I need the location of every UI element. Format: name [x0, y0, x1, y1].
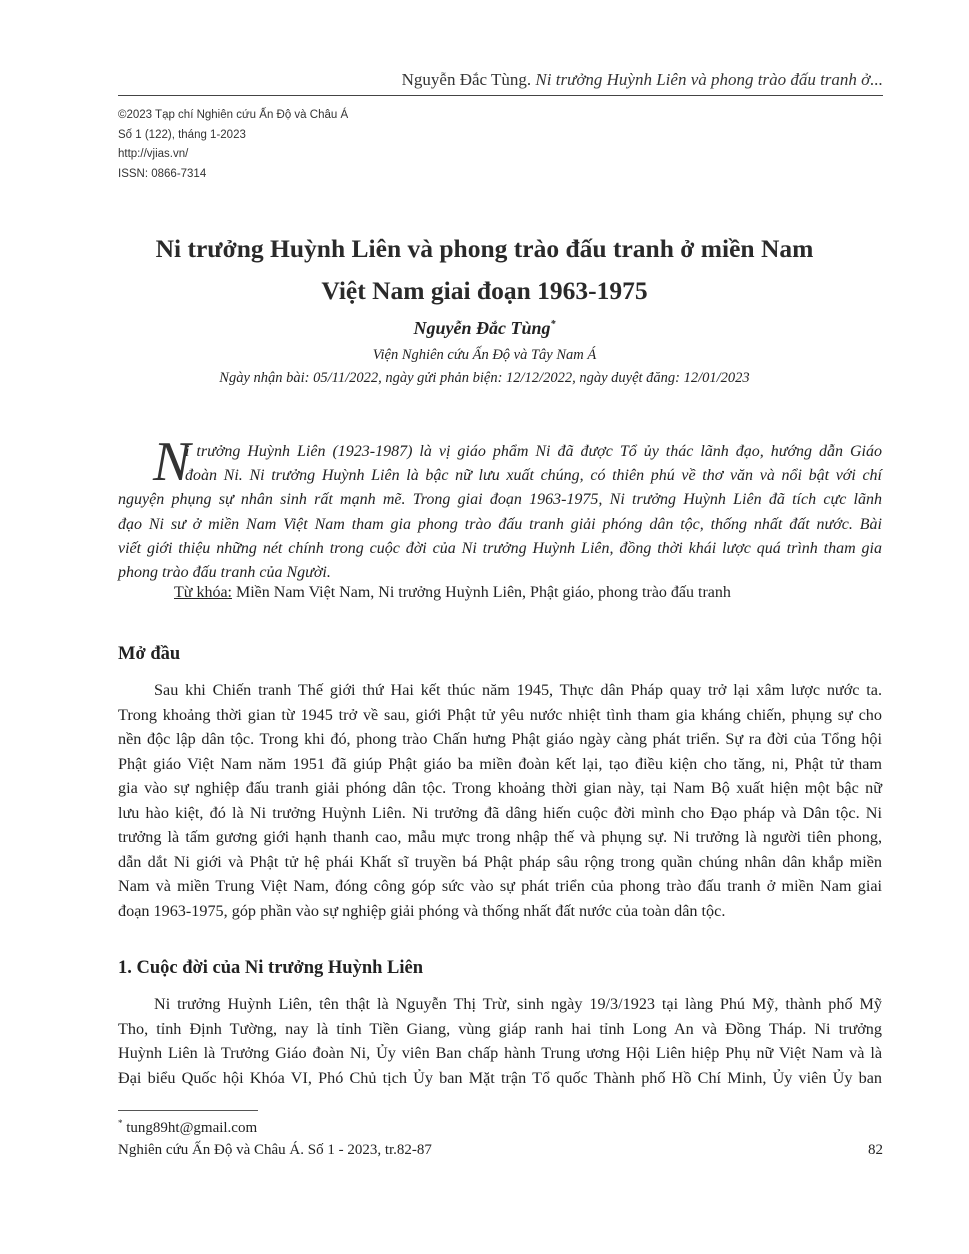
- journal-url[interactable]: http://vjias.vn/: [118, 148, 189, 160]
- section-heading-intro: Mở đầu: [118, 644, 181, 664]
- issn: ISSN: 0866-7314: [118, 167, 207, 180]
- affiliation: Viện Nghiên cứu Ấn Độ và Tây Nam Á: [372, 347, 597, 363]
- footnote-rule: [118, 1110, 258, 1111]
- author: [0, 318, 969, 339]
- abstract-line: nguyện phụng sự nhân sinh rất mạnh mẽ. Trong giai đoạn 1963-1975, Ni trưởng Huỳnh Liên đã tích cực lãnh: [118, 491, 882, 509]
- abstract-line: đạo Ni sư ở miền Nam Việt Nam tham gia phong trào đấu tranh giải phóng dân tộc, thống nhất đất nước. Bài: [118, 515, 882, 533]
- issue: Số 1 (122), tháng 1-2023: [118, 128, 246, 141]
- header-rule: [118, 95, 883, 96]
- journal-meta: [118, 106, 348, 184]
- body-line: Tho, tỉnh Định Tường, nay là tỉnh Tiền Giang, vùng giáp ranh hai tỉnh Long An và Đồng Tháp. Ni trưởng: [118, 1019, 882, 1038]
- section-heading-1: 1. Cuộc đời của Ni trưởng Huỳnh Liên: [118, 958, 424, 978]
- abstract-line: i trưởng Huỳnh Liên (1923-1987) là vị giáo phẩm Ni đã được Tổ ủy thác lãnh đạo, hướng dẫn Giáo: [185, 443, 882, 460]
- submission-dates: Ngày nhận bài: 05/11/2022, ngày gửi phản biện: 12/12/2022, ngày duyệt đăng: 12/01/2023: [219, 370, 750, 386]
- abstract: [118, 431, 882, 585]
- copyright: ©2023 Tạp chí Nghiên cứu Ấn Độ và Châu Á: [118, 109, 349, 121]
- title-line: Ni trưởng Huỳnh Liên và phong trào đấu tranh ở miền Nam: [155, 234, 814, 263]
- keywords: [174, 584, 731, 602]
- keywords-label: Từ khóa:: [174, 584, 232, 601]
- intro-paragraph: [118, 678, 882, 923]
- body-line: trưởng là tấm gương giới hạnh thanh cao, mẫu mực trong nhập thế và phụng sự. Ni trưởng là người tiên phong,: [118, 828, 882, 846]
- body-line: dẫn dắt Ni giới và Phật tử hệ phái Khất sĩ truyền bá Phật pháp sâu rộng trong quần chúng nhân dân khắp miền: [118, 852, 882, 871]
- body-line: nền độc lập dân tộc. Trong khi đó, phong trào Chấn hưng Phật giáo ngày càng phát triển. Sự ra đời của Tổng hội: [118, 730, 882, 748]
- body-line: lưu hào kiệt, đó là Ni trưởng Huỳnh Liên. Ni trưởng đã dâng hiến cuộc đời mình cho Đạo pháp và Dân tộc. Ni: [118, 803, 882, 822]
- body-line: Ni trưởng Huỳnh Liên, tên thật là Nguyễn Thị Trừ, sinh ngày 19/3/1923 tại làng Phú Mỹ, thành phố Mỹ: [154, 995, 882, 1013]
- author-footnote-mark: *: [550, 319, 556, 330]
- abstract-line: đoàn Ni. Ni trưởng Huỳnh Liên là bậc nữ lưu xuất chúng, có thiên phú về thơ văn và nổi bật với chí: [185, 467, 882, 485]
- footnote: [118, 1118, 257, 1137]
- dropcap: N: [153, 431, 191, 493]
- body-line: đoạn 1963-1975, góp phần vào sự nghiệp giải phóng và thống nhất đất nước của toàn dân tộc.: [118, 901, 726, 920]
- author-email[interactable]: tung89ht@gmail.com: [126, 1120, 258, 1136]
- paper-title: [0, 228, 969, 312]
- page-number: 82: [868, 1142, 883, 1158]
- body-line: Phật giáo Việt Nam năm 1951 đã giúp Phật giáo ba miền đoàn kết lại, tạo điều kiện cho tăng, ni, Phật tử tham: [118, 754, 882, 773]
- body-line: Sau khi Chiến tranh Thế giới thứ Hai kết thúc năm 1945, Thực dân Pháp quay trở lại xâm lược nước ta.: [154, 681, 882, 699]
- body-line: gia vào sự nghiệp đấu tranh giải phóng dân tộc. Trong khoảng thời gian này, tại Nam Bộ xuất hiện một bậc nữ: [118, 779, 882, 797]
- body-line: Trong khoảng thời gian từ 1945 trở về sau, giới Phật tử yêu nước nhiệt tình tham gia kháng chiến, phụng sự cho: [118, 705, 882, 724]
- author-name: Nguyễn Đắc Tùng: [413, 318, 551, 338]
- running-header-author: Nguyễn Đắc Tùng.: [401, 70, 532, 89]
- footnote-mark: *: [118, 1118, 123, 1128]
- running-header-title: Ni trưởng Huỳnh Liên và phong trào đấu tranh ở...: [535, 70, 883, 89]
- abstract-line: phong trào đấu tranh của Người.: [118, 564, 331, 582]
- body-line: Nam và miền Trung Việt Nam, đóng công góp sức vào sự phát triển của phong trào đấu tranh ở miền Nam giai: [118, 877, 882, 895]
- title-line: Việt Nam giai đoạn 1963-1975: [321, 276, 648, 305]
- keywords-text: Miền Nam Việt Nam, Ni trưởng Huỳnh Liên, Phật giáo, phong trào đấu tranh: [232, 584, 731, 601]
- abstract-line: viết giới thiệu những nét chính trong cuộc đời của Ni trưởng Huỳnh Liên, đồng thời khái lược quá trình tham gia: [118, 539, 882, 557]
- running-header: [402, 70, 883, 90]
- footer-citation: Nghiên cứu Ấn Độ và Châu Á. Số 1 - 2023, tr.82-87: [118, 1142, 432, 1158]
- body-line: Đại biểu Quốc hội Khóa VI, Phó Chủ tịch Ủy ban Mặt trận Tổ quốc Thành phố Hồ Chí Minh, Ủy viên Ủy ban: [118, 1068, 882, 1087]
- section-1-paragraph: [118, 992, 882, 1090]
- body-line: Huỳnh Liên là Trưởng Giáo đoàn Ni, Ủy viên Ban chấp hành Trung ương Hội Liên hiệp Phụ nữ Việt Nam và là: [118, 1044, 882, 1062]
